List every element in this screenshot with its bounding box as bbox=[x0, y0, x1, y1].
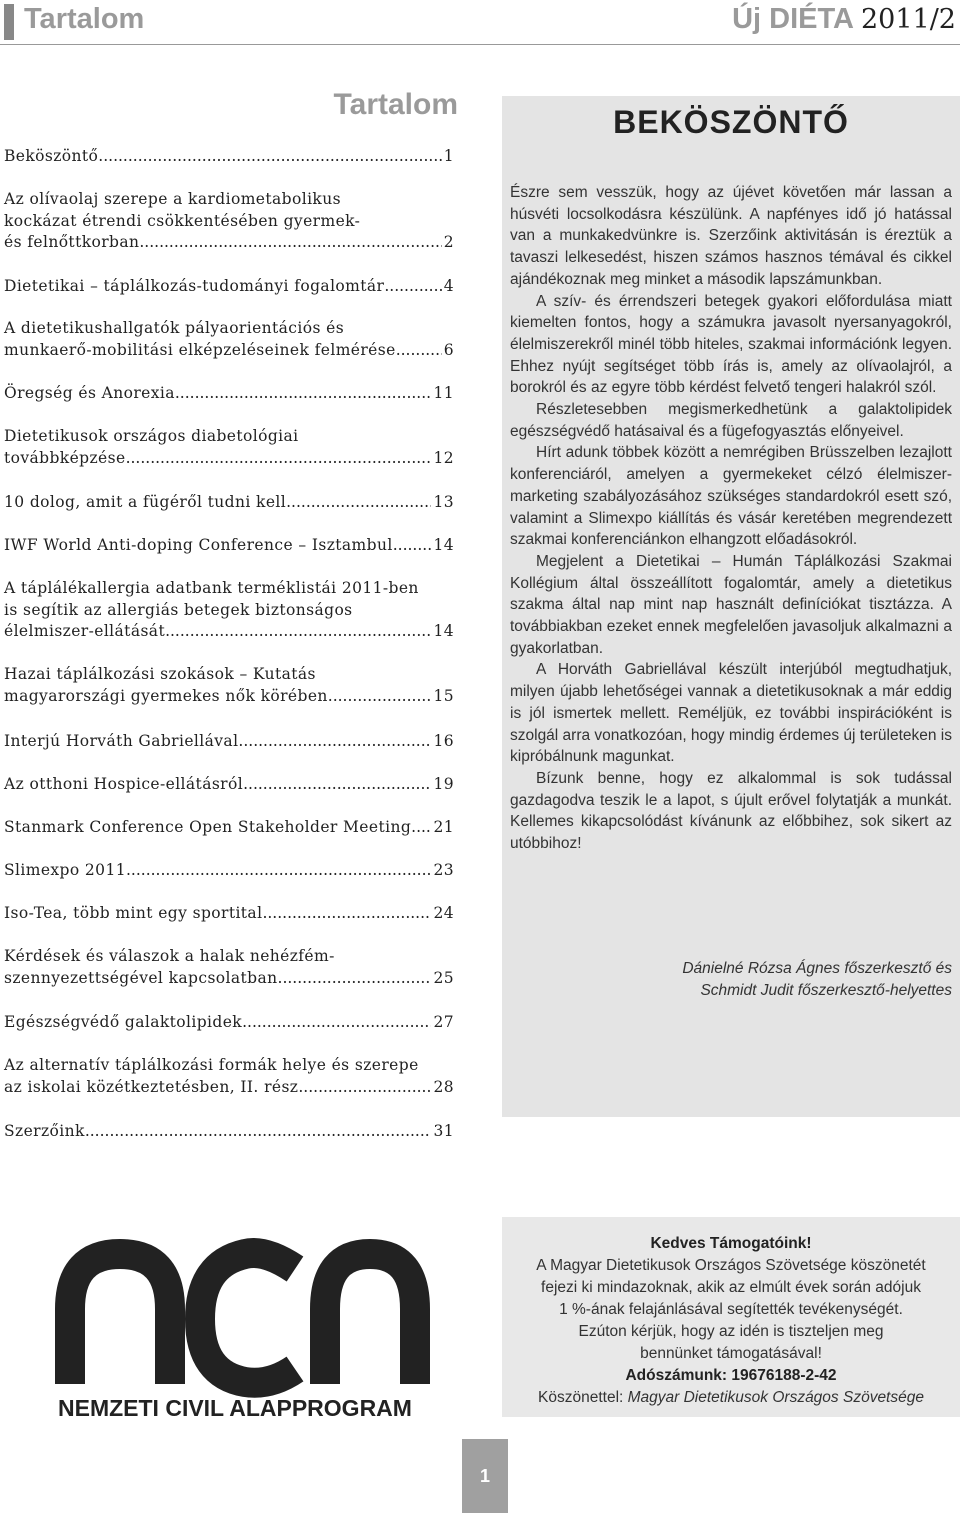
toc-item-title: Slimexpo 2011 bbox=[4, 861, 126, 879]
page-number: 1 bbox=[462, 1439, 508, 1513]
supporters-text bbox=[502, 1233, 960, 1409]
toc-item-title-line: A dietetikushallgatók pályaorientációs és bbox=[4, 319, 345, 337]
toc-item[interactable] bbox=[4, 318, 454, 361]
toc-item-title: Öregség és Anorexia bbox=[4, 384, 175, 402]
supporters-line: A Magyar Dietetikusok Országos Szövetsége köszönetét bbox=[536, 1257, 926, 1274]
toc-item-title: az iskolai közétkeztetésben, II. rész bbox=[4, 1077, 299, 1096]
toc-item[interactable] bbox=[4, 946, 454, 989]
supporters-thanks bbox=[502, 1387, 960, 1409]
toc-item[interactable] bbox=[4, 817, 454, 839]
toc-item[interactable] bbox=[4, 774, 454, 796]
foreword-paragraph: Hírt adunk többek között a nemrégiben Brüsszelben lezajlott konferenciáról, amelyen a gyermekeket célzó élelmiszer-marketing szabályozásához szükséges standardokról esett szó, valamint a Slimexpo kiállítás és vásár keretében megrendezett szakmai konferenciánkon elhangzott előadásokról. bbox=[510, 444, 952, 549]
toc-item-page: 23 bbox=[433, 861, 454, 879]
toc-leader-dots bbox=[238, 731, 431, 753]
toc-item-title: munkaerő-mobilitási elképzeléseinek felmérése bbox=[4, 340, 396, 359]
toc-item-page: 21 bbox=[433, 818, 454, 836]
toc-item-title-line: A táplálékallergia adatbank terméklistái 2011-ben bbox=[4, 579, 419, 597]
toc-leader-dots bbox=[411, 817, 431, 839]
toc-item-title-line: Az alternatív táplálkozási formák helye és szerepe bbox=[4, 1056, 419, 1074]
toc-item[interactable] bbox=[4, 1012, 454, 1034]
toc-leader-dots bbox=[165, 621, 431, 643]
supporters-line: bennünket támogatásával! bbox=[640, 1345, 822, 1362]
page-header bbox=[0, 0, 960, 44]
thanks-org: Magyar Dietetikusok Országos Szövetsége bbox=[627, 1389, 924, 1406]
toc-item-entry bbox=[4, 1077, 454, 1099]
toc-item-title: Dietetikai – táplálkozás-tudományi fogalomtár bbox=[4, 277, 385, 295]
toc-item[interactable] bbox=[4, 276, 454, 298]
toc-item-entry bbox=[4, 276, 454, 298]
toc-item-entry bbox=[4, 774, 454, 796]
toc-item-entry bbox=[4, 621, 454, 643]
nca-letter-a bbox=[325, 1254, 415, 1384]
toc-item-entry bbox=[4, 968, 454, 990]
toc-item-page: 6 bbox=[443, 340, 454, 359]
toc-leader-dots bbox=[393, 535, 432, 557]
toc-item-title: élelmiszer-ellátását bbox=[4, 622, 166, 640]
toc-item[interactable] bbox=[4, 860, 454, 882]
toc-item[interactable] bbox=[4, 1121, 454, 1143]
toc-item[interactable] bbox=[4, 903, 454, 925]
toc-leader-dots bbox=[243, 774, 431, 796]
toc-item-page: 13 bbox=[433, 493, 454, 511]
toc-leader-dots bbox=[396, 340, 442, 362]
thanks-prefix: Köszönettel: bbox=[538, 1389, 628, 1406]
toc-item-title: és felnőttkorban bbox=[4, 233, 140, 251]
toc-item-title: Beköszöntő bbox=[4, 147, 99, 165]
nca-logo-label: NEMZETI CIVIL ALAPPROGRAM bbox=[58, 1395, 412, 1421]
toc-leader-dots bbox=[384, 276, 441, 298]
toc-leader-dots bbox=[262, 903, 431, 925]
toc-item-entry bbox=[4, 1012, 454, 1034]
toc-item-page: 16 bbox=[433, 732, 454, 750]
supporters-panel bbox=[502, 1217, 960, 1417]
toc-item-entry bbox=[4, 448, 454, 470]
foreword-title: BEKÖSZÖNTŐ bbox=[613, 104, 849, 140]
toc-item-page: 12 bbox=[433, 448, 454, 467]
supporters-heading: Kedves Támogatóink! bbox=[650, 1235, 812, 1252]
toc-item-page: 25 bbox=[433, 968, 454, 987]
foreword-panel bbox=[502, 96, 960, 1117]
toc-item-page: 24 bbox=[433, 904, 454, 922]
toc-item-title: Iso-Tea, több mint egy sportital bbox=[4, 904, 263, 922]
toc-item[interactable] bbox=[4, 492, 454, 514]
toc-item-page: 28 bbox=[433, 1077, 454, 1096]
toc-leader-dots bbox=[85, 1121, 432, 1143]
nca-letter-c bbox=[200, 1253, 295, 1383]
toc-leader-dots bbox=[286, 492, 431, 514]
toc-item-entry bbox=[4, 817, 454, 839]
foreword-paragraph: Észre sem vesszük, hogy az újévet követően már lassan a húsvéti locsolkodásra készülünk. A napfényes idő jó hatással van a munkakedvünkre is. Szerzőink aktivitásán is éreztük a tavaszi lelkesedést, hiszen számos hasznos témával és cikkel ajándékoznak meg minket a második lapszámunkban. bbox=[510, 184, 952, 288]
toc-item-title: továbbképzése bbox=[4, 448, 126, 467]
toc-item-entry bbox=[4, 860, 454, 882]
toc-item[interactable] bbox=[4, 146, 454, 168]
header-accent-bar bbox=[4, 4, 14, 40]
foreword-paragraph: A Horváth Gabriellával készült interjúból megtudhatjuk, milyen újabb lehetőségei vannak a dietetikusoknak a már eddig is jól ismertek mellett. Reméljük, ez további inspirációként is szolgál arra vonatkozóan, hogy mindig érdemes új területeken is kipróbálnunk magunkat. bbox=[510, 661, 952, 766]
tax-number: Adószámunk: 19676188-2-42 bbox=[625, 1367, 837, 1384]
toc-item-entry bbox=[4, 383, 454, 405]
toc-item-page: 19 bbox=[433, 775, 454, 793]
toc-leader-dots bbox=[126, 860, 431, 882]
journal-issue: 2011/2 bbox=[861, 4, 956, 35]
toc-item-title: Egészségvédő galaktolipidek bbox=[4, 1013, 243, 1031]
toc-item[interactable] bbox=[4, 664, 454, 707]
foreword-paragraph: Megjelent a Dietetikai – Humán Táplálkozási Szakmai Kollégium által összeállított fogalomtár, amely a dietetikus szakma által nap mint nap használt definíciókat tisztázza. A továbbiakban ezeket ennek megfelelően javasoljuk alkalmazni a gyakorlatban. bbox=[510, 552, 952, 657]
toc-item[interactable] bbox=[4, 578, 454, 643]
supporters-line: Ezúton kérjük, hogy az idén is tiszteljen meg bbox=[578, 1323, 884, 1340]
toc-leader-dots bbox=[328, 686, 432, 708]
toc-item-title-line: Dietetikusok országos diabetológiai bbox=[4, 427, 299, 445]
toc-title: Tartalom bbox=[333, 88, 458, 121]
toc-item-page: 27 bbox=[433, 1013, 454, 1031]
toc-item-page: 31 bbox=[433, 1122, 454, 1140]
toc-leader-dots bbox=[175, 383, 432, 405]
toc-item-page: 15 bbox=[433, 686, 454, 705]
foreword-signature bbox=[682, 958, 952, 1002]
signature-line-2: Schmidt Judit főszerkesztő-helyettes bbox=[700, 982, 952, 999]
toc-leader-dots bbox=[298, 1077, 431, 1099]
supporters-line: 1 %-ának felajánlásával segítették tevékenységét. bbox=[559, 1301, 903, 1318]
toc-item[interactable] bbox=[4, 189, 454, 254]
toc-item-entry bbox=[4, 492, 454, 514]
toc-item-entry bbox=[4, 146, 454, 168]
toc-item-title-line: kockázat étrendi csökkentésében gyermek- bbox=[4, 211, 361, 230]
toc-item-page: 4 bbox=[443, 277, 454, 295]
header-section-title: Tartalom bbox=[24, 3, 145, 35]
foreword-paragraph: A szív- és érrendszeri betegek gyakori előfordulása miatt kiemelten fontos, hogy a számukra javasolt nyersanyagokról, élelmiszerekről minél több hiteles, szakmai információnk legyen. Ehhez nyújt segítséget több írás is, amely az olívaolajról, a borokról és az egyre több kérdést felvető tengeri halakról szól. bbox=[510, 292, 952, 397]
toc-item-page: 14 bbox=[433, 536, 454, 554]
toc-item[interactable] bbox=[4, 535, 454, 557]
foreword-body bbox=[510, 182, 952, 855]
toc-item-title: Interjú Horváth Gabriellával bbox=[4, 732, 239, 750]
toc-item-entry bbox=[4, 535, 454, 557]
toc-item[interactable] bbox=[4, 383, 454, 405]
toc-item[interactable] bbox=[4, 426, 454, 469]
header-journal-title bbox=[732, 3, 956, 36]
toc-item-entry bbox=[4, 232, 454, 254]
toc-item-page: 14 bbox=[433, 622, 454, 640]
toc-item-entry bbox=[4, 903, 454, 925]
toc-item-title-line: is segítik az allergiás betegek biztonságos bbox=[4, 600, 353, 619]
toc-item-title: Szerzőink bbox=[4, 1122, 85, 1140]
toc-leader-dots bbox=[278, 968, 432, 990]
toc-item-entry bbox=[4, 340, 454, 362]
journal-name: Új DIÉTA bbox=[732, 3, 853, 35]
toc-leader-dots bbox=[242, 1012, 431, 1034]
toc-item-entry bbox=[4, 731, 454, 753]
toc-item-entry bbox=[4, 1121, 454, 1143]
toc-leader-dots bbox=[139, 232, 441, 254]
toc-item[interactable] bbox=[4, 1055, 454, 1098]
toc-leader-dots bbox=[126, 448, 432, 470]
foreword-paragraph: Részletesebben megismerkedhetünk a galaktolipidek egészségvédő hatásaival és a fügefogyasztás előnyeivel. bbox=[510, 401, 952, 440]
toc-item-title: szennyezettségével kapcsolatban bbox=[4, 968, 278, 987]
supporters-line: fejezi ki mindazoknak, akik az elmúlt évek során adójuk bbox=[541, 1279, 921, 1296]
toc-item-title: 10 dolog, amit a fügéről tudni kell bbox=[4, 493, 287, 511]
toc-item-title: IWF World Anti-doping Conference – Isztambul bbox=[4, 536, 393, 554]
toc-item-title-line: Kérdések és válaszok a halak nehézfém- bbox=[4, 947, 335, 965]
signature-line-1: Dánielné Rózsa Ágnes főszerkesztő és bbox=[682, 960, 952, 977]
toc-item-page: 2 bbox=[443, 233, 454, 251]
toc-item-title-line: Hazai táplálkozási szokások – Kutatás bbox=[4, 665, 316, 683]
toc-item-page: 11 bbox=[433, 384, 454, 402]
nca-letter-n bbox=[70, 1254, 170, 1384]
foreword-paragraph: Bízunk benne, hogy ez alkalommal is sok tudással gazdagodva teszik le a lapot, s újult erővel folytatják a munkát. Kellemes kikapcsolódást kívánunk az előbbihez, sok sikert az utóbbihoz! bbox=[510, 769, 952, 853]
toc-item-entry bbox=[4, 686, 454, 708]
toc-item[interactable] bbox=[4, 731, 454, 753]
toc-leader-dots bbox=[98, 146, 441, 168]
header-divider bbox=[0, 44, 960, 45]
toc-item-title: magyarországi gyermekes nők körében bbox=[4, 686, 328, 705]
toc-item-title-line: Az olívaolaj szerepe a kardiometabolikus bbox=[4, 190, 341, 208]
toc-item-title: Stanmark Conference Open Stakeholder Meeting bbox=[4, 818, 412, 836]
toc-item-title: Az otthoni Hospice-ellátásról bbox=[4, 775, 244, 793]
toc-item-page: 1 bbox=[443, 147, 454, 165]
